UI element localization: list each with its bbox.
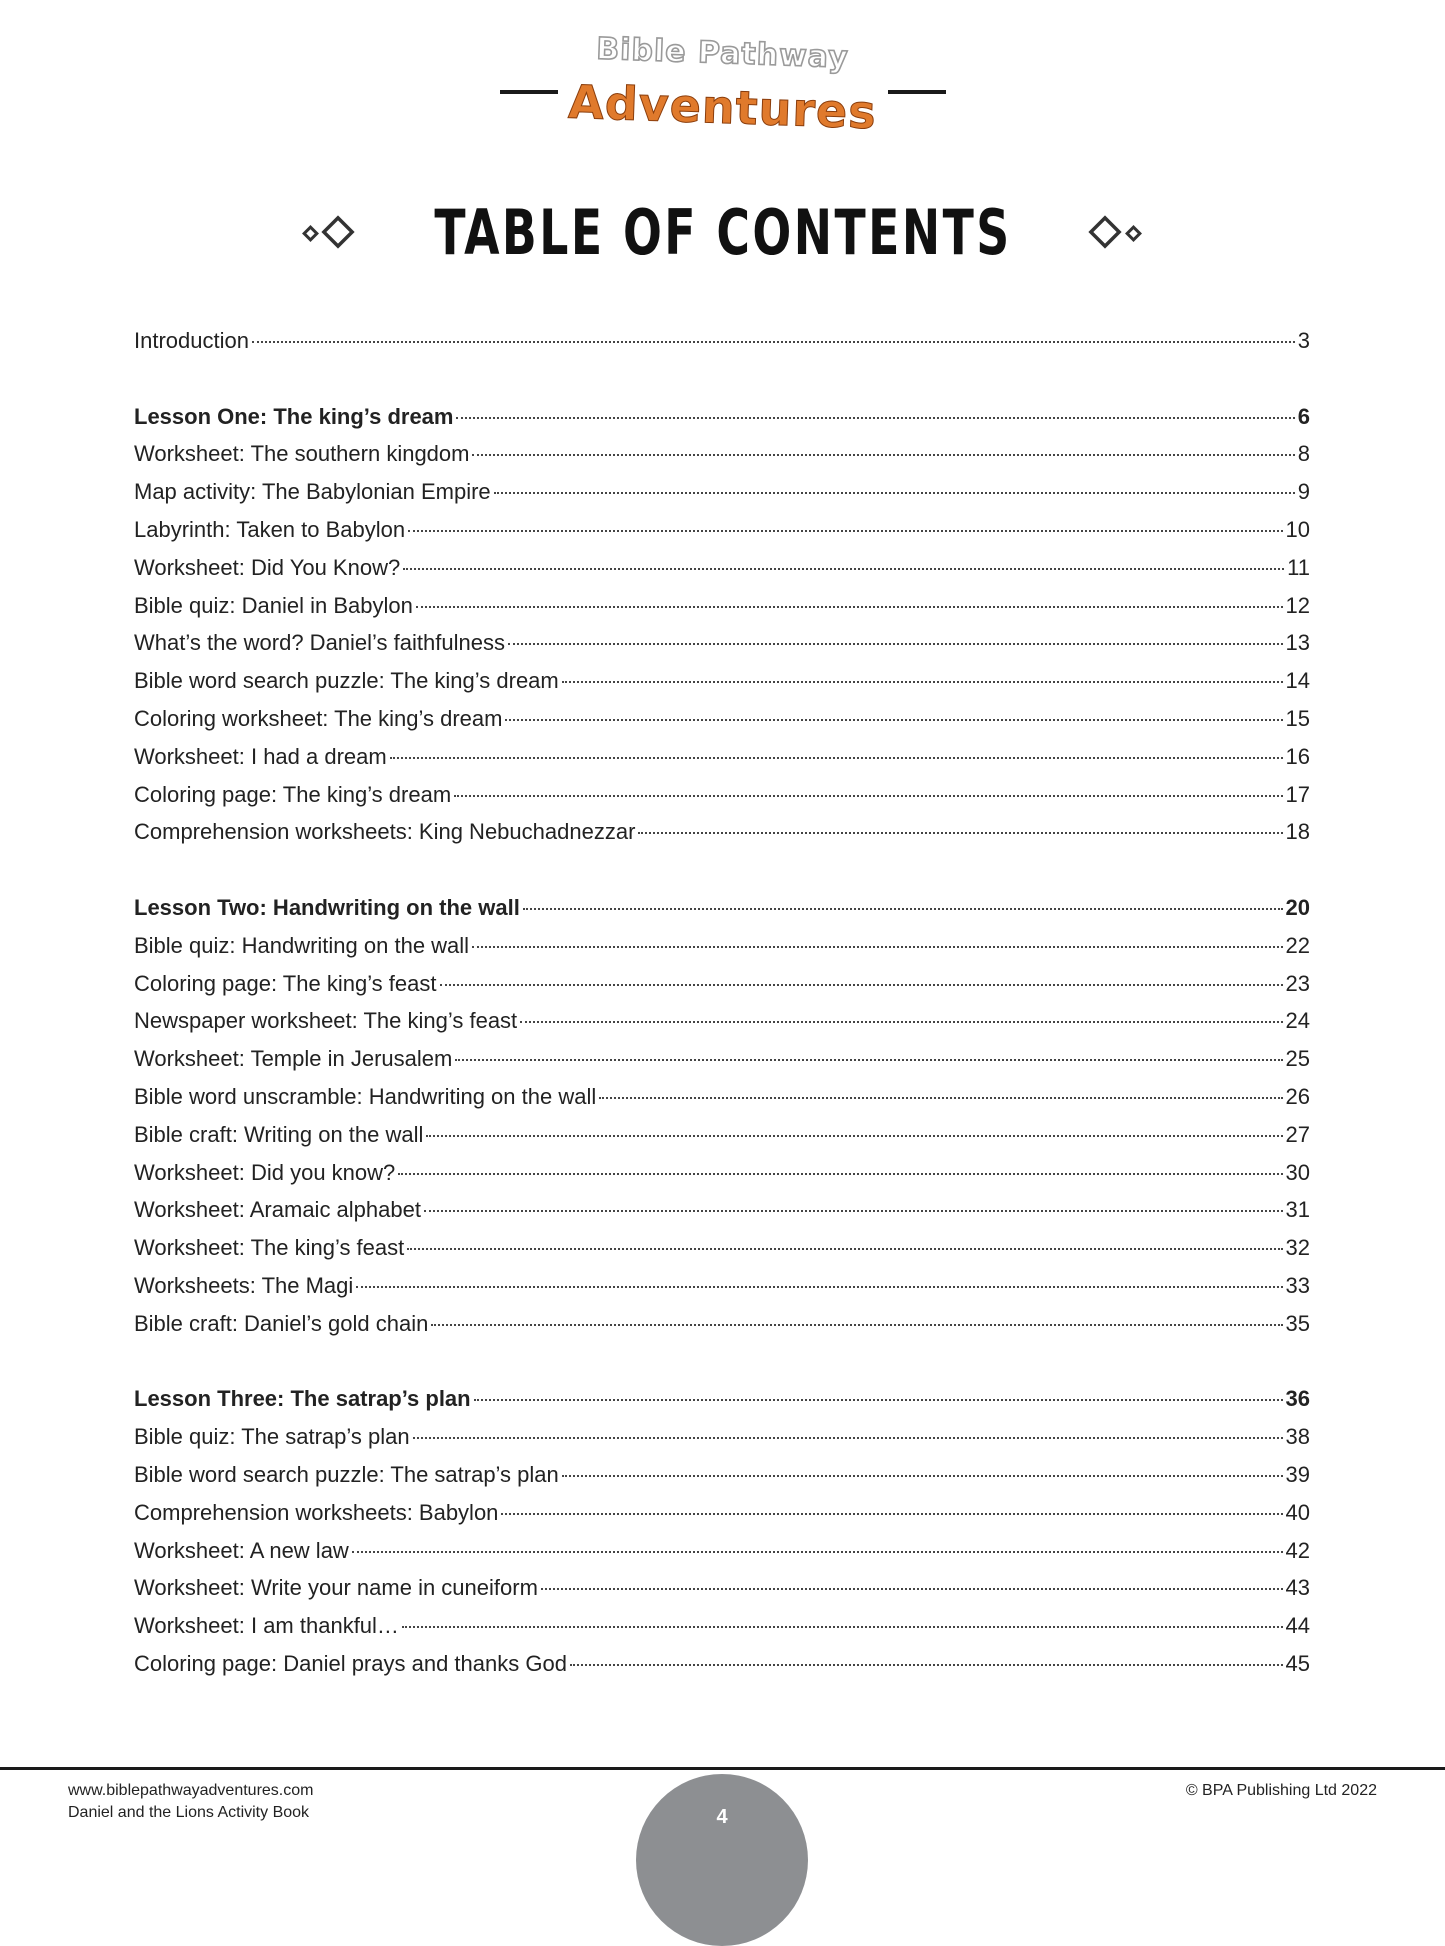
toc-entry-page: 39 (1285, 1461, 1310, 1487)
toc-entry-page: 13 (1285, 630, 1310, 656)
dot-leader (431, 1324, 1282, 1326)
toc-entry-label: Map activity: The Babylonian Empire (134, 479, 491, 505)
toc-entry-page: 38 (1285, 1424, 1310, 1450)
toc-entry-label: Bible word search puzzle: The satrap’s plan (134, 1461, 559, 1487)
toc-entry-page: 25 (1285, 1046, 1310, 1072)
dot-leader (456, 417, 1294, 419)
toc-lesson-two-heading[interactable] (134, 895, 1310, 933)
toc-entry-page: 45 (1285, 1650, 1310, 1676)
toc-entry-label: Bible quiz: The satrap’s plan (134, 1424, 410, 1450)
toc-entry-label: Bible word search puzzle: The king’s dream (134, 668, 559, 694)
toc-entry[interactable] (134, 1160, 1310, 1198)
logo-bottom-text: Adventures (567, 74, 878, 140)
dot-leader (356, 1286, 1282, 1288)
toc-entry-label: Worksheet: Aramaic alphabet (134, 1197, 421, 1223)
toc-entry-label: Bible quiz: Daniel in Babylon (134, 592, 413, 618)
toc-entry-page: 30 (1285, 1159, 1310, 1185)
brand-logo (0, 28, 1445, 138)
toc-entry[interactable] (134, 1197, 1310, 1235)
toc-entry-page: 8 (1297, 441, 1310, 467)
toc-entry-label: Worksheet: The king’s feast (134, 1235, 405, 1261)
toc-entry-page: 20 (1285, 894, 1310, 920)
toc-entry-introduction[interactable] (134, 328, 1310, 366)
dot-leader (562, 1475, 1283, 1477)
dot-leader (352, 1551, 1283, 1553)
footer-book-title: Daniel and the Lions Activity Book (68, 1804, 310, 1821)
toc-entry-label: Coloring worksheet: The king’s dream (134, 705, 503, 731)
toc-entry-page: 32 (1285, 1235, 1310, 1261)
toc-entry[interactable] (134, 1273, 1310, 1311)
dot-leader (638, 832, 1282, 834)
toc-lesson-one-heading[interactable] (134, 404, 1310, 442)
toc-entry-label: Labyrinth: Taken to Babylon (134, 516, 406, 542)
diamond-ornament-right-icon (1079, 213, 1143, 253)
toc-entry-page: 9 (1297, 479, 1310, 505)
toc-lesson-three-heading[interactable] (134, 1386, 1310, 1424)
toc-entry[interactable] (134, 668, 1310, 706)
table-of-contents (134, 328, 1310, 1689)
toc-entry-label: Lesson Three: The satrap’s plan (134, 1386, 471, 1412)
dot-leader (454, 795, 1282, 797)
toc-entry[interactable] (134, 517, 1310, 555)
toc-entry-label: Worksheets: The Magi (134, 1272, 354, 1298)
dot-leader (520, 1021, 1282, 1023)
toc-entry[interactable] (134, 1084, 1310, 1122)
toc-entry-page: 15 (1285, 705, 1310, 731)
footer-left (68, 1780, 313, 1824)
dot-leader (413, 1437, 1283, 1439)
toc-entry[interactable] (134, 1424, 1310, 1462)
toc-entry-label: Worksheet: A new law (134, 1537, 349, 1563)
toc-entry[interactable] (134, 971, 1310, 1009)
toc-entry-label: Worksheet: I had a dream (134, 743, 387, 769)
toc-entry-label: Lesson Two: Handwriting on the wall (134, 894, 520, 920)
toc-entry[interactable] (134, 933, 1310, 971)
toc-entry[interactable] (134, 1538, 1310, 1576)
toc-entry[interactable] (134, 1008, 1310, 1046)
dot-leader (407, 1248, 1282, 1250)
toc-entry-label: Introduction (134, 328, 249, 353)
dot-leader (403, 568, 1284, 570)
toc-entry-page: 23 (1285, 970, 1310, 996)
toc-entry-label: Worksheet: Write your name in cuneiform (134, 1575, 538, 1601)
toc-entry[interactable] (134, 1235, 1310, 1273)
footer-website-link[interactable]: www.biblepathwayadventures.com (68, 1782, 314, 1799)
dot-leader (416, 606, 1283, 608)
toc-entry-label: Coloring page: The king’s feast (134, 970, 437, 996)
toc-entry[interactable] (134, 1613, 1310, 1651)
dot-leader (494, 492, 1295, 494)
toc-entry-label: What’s the word? Daniel’s faithfulness (134, 630, 505, 656)
dot-leader (424, 1210, 1283, 1212)
dot-leader (541, 1588, 1283, 1590)
dot-leader (398, 1173, 1282, 1175)
toc-entry[interactable] (134, 1651, 1310, 1689)
diamond-ornament-left-icon (302, 213, 366, 253)
toc-entry[interactable] (134, 782, 1310, 820)
toc-entry[interactable] (134, 1046, 1310, 1084)
toc-entry-page: 43 (1285, 1575, 1310, 1601)
dot-leader (472, 454, 1294, 456)
toc-entry[interactable] (134, 1575, 1310, 1613)
toc-entry[interactable] (134, 555, 1310, 593)
dot-leader (390, 757, 1283, 759)
toc-entry-page: 27 (1285, 1121, 1310, 1147)
dot-leader (474, 1399, 1283, 1401)
toc-entry-page: 42 (1285, 1537, 1310, 1563)
dot-leader (570, 1664, 1283, 1666)
toc-entry-label: Coloring page: Daniel prays and thanks God (134, 1650, 567, 1676)
toc-entry-page: 26 (1285, 1083, 1310, 1109)
toc-entry-page: 24 (1285, 1008, 1310, 1034)
toc-entry-page: 10 (1285, 516, 1310, 542)
dot-leader (599, 1097, 1282, 1099)
toc-entry-page: 22 (1285, 932, 1310, 958)
toc-entry-page: 11 (1287, 554, 1310, 580)
dot-leader (455, 1059, 1282, 1061)
toc-entry[interactable] (134, 1500, 1310, 1538)
toc-entry-label: Worksheet: Did you know? (134, 1159, 396, 1185)
dot-leader (562, 681, 1283, 683)
toc-entry-label: Worksheet: I am thankful… (134, 1613, 399, 1639)
toc-entry-label: Worksheet: Did You Know? (134, 554, 401, 580)
toc-entry-label: Worksheet: The southern kingdom (134, 441, 470, 467)
toc-entry[interactable] (134, 441, 1310, 479)
toc-entry[interactable] (134, 630, 1310, 668)
toc-entry-page: 36 (1285, 1386, 1310, 1412)
toc-entry[interactable] (134, 1462, 1310, 1500)
toc-entry-label: Bible craft: Daniel’s gold chain (134, 1310, 429, 1336)
toc-entry-label: Worksheet: Temple in Jerusalem (134, 1046, 453, 1072)
toc-entry[interactable] (134, 744, 1310, 782)
toc-entry[interactable] (134, 479, 1310, 517)
toc-entry-page: 3 (1297, 328, 1310, 353)
toc-entry-label: Bible craft: Writing on the wall (134, 1121, 424, 1147)
toc-entry-page: 31 (1285, 1197, 1310, 1223)
toc-entry-page: 14 (1285, 668, 1310, 694)
toc-entry-page: 12 (1285, 592, 1310, 618)
toc-entry-page: 17 (1285, 781, 1310, 807)
toc-entry-page: 40 (1285, 1499, 1310, 1525)
dot-leader (426, 1135, 1282, 1137)
dot-leader (252, 341, 1295, 343)
page-number: 4 (716, 1806, 728, 1828)
toc-entry-page: 16 (1285, 743, 1310, 769)
toc-entry[interactable] (134, 706, 1310, 744)
dot-leader (508, 643, 1283, 645)
dot-leader (505, 719, 1282, 721)
toc-entry-label: Lesson One: The king’s dream (134, 403, 454, 429)
toc-entry-page: 33 (1285, 1272, 1310, 1298)
toc-entry[interactable] (134, 593, 1310, 631)
toc-entry[interactable] (134, 1122, 1310, 1160)
dot-leader (408, 530, 1282, 532)
toc-entry-page: 44 (1285, 1613, 1310, 1639)
footer-copyright: © BPA Publishing Ltd 2022 (1185, 1782, 1377, 1799)
dot-leader (472, 946, 1282, 948)
toc-entry-label: Comprehension worksheets: King Nebuchadnezzar (134, 819, 636, 845)
page-title: TABLE OF CONTENTS (433, 196, 1012, 269)
toc-entry-label: Coloring page: The king’s dream (134, 781, 452, 807)
toc-entry-page: 35 (1285, 1310, 1310, 1336)
dot-leader (523, 908, 1283, 910)
toc-entry-label: Bible word unscramble: Handwriting on the wall (134, 1083, 597, 1109)
toc-entry-page: 18 (1285, 819, 1310, 845)
footer-divider (0, 1767, 1445, 1770)
dot-leader (402, 1626, 1283, 1628)
dot-leader (501, 1513, 1282, 1515)
toc-entry-page: 6 (1297, 403, 1310, 429)
dot-leader (440, 984, 1283, 986)
page-title-block (0, 196, 1445, 276)
toc-entry-label: Bible quiz: Handwriting on the wall (134, 932, 470, 958)
toc-entry[interactable] (134, 1311, 1310, 1349)
toc-entry[interactable] (134, 819, 1310, 857)
logo-top-text: Bible Pathway (595, 31, 850, 76)
toc-entry-label: Newspaper worksheet: The king’s feast (134, 1008, 518, 1034)
toc-entry-label: Comprehension worksheets: Babylon (134, 1499, 499, 1525)
page-number-badge (636, 1774, 808, 1946)
